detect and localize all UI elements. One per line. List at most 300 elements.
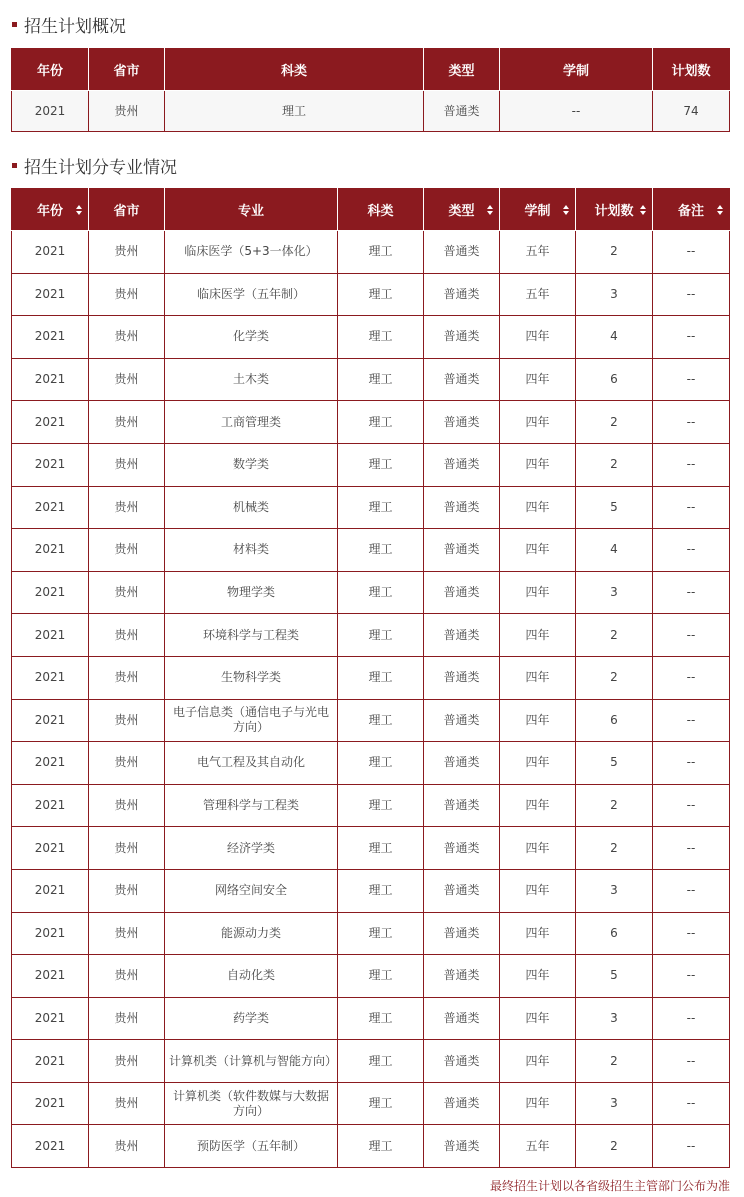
table-cell (424, 869, 500, 912)
table-cell (338, 401, 424, 444)
table-row (12, 401, 730, 444)
table-cell-text: 2021 (34, 798, 66, 813)
sort-icon[interactable] (640, 205, 646, 215)
sort-icon[interactable] (717, 205, 723, 215)
table-cell (89, 1082, 165, 1125)
table-cell-text: 2021 (34, 755, 66, 770)
table-cell-text: 物理学类 (226, 585, 275, 600)
table-cell-text: 2021 (34, 542, 66, 557)
table-cell (165, 614, 338, 657)
table-cell-text: 普通类 (443, 372, 480, 387)
table-row (12, 656, 730, 699)
table-cell-text: 贵州 (114, 755, 139, 770)
table-cell-text: 理工 (368, 542, 393, 557)
table-cell (338, 231, 424, 274)
table-cell-text: 四年 (525, 1010, 550, 1025)
table-cell-text: 普通类 (443, 798, 480, 813)
table-cell-text: 自动化类 (226, 968, 275, 983)
table-cell-text: 4 (610, 329, 618, 344)
table-cell (576, 912, 653, 955)
table-cell-text: 预防医学（五年制） (196, 1138, 305, 1153)
table-row (12, 273, 730, 316)
table-cell (12, 486, 89, 529)
table-cell-text: 理工 (368, 286, 393, 301)
table-cell-text: 土木类 (232, 372, 269, 387)
table-cell (424, 273, 500, 316)
detail-header-row (12, 189, 730, 231)
table-cell (338, 358, 424, 401)
table-cell (89, 571, 165, 614)
table-cell-text: 2021 (34, 883, 66, 898)
detail-header-cell-text: 类型 (448, 204, 475, 219)
table-cell-text: -- (686, 457, 696, 472)
table-cell-text: 贵州 (114, 925, 139, 940)
table-cell (500, 443, 576, 486)
table-cell (424, 401, 500, 444)
table-row (12, 614, 730, 657)
table-cell-text: 四年 (525, 968, 550, 983)
overview-header-cell-text: 省市 (113, 64, 140, 79)
overview-header-cell (89, 49, 165, 91)
table-cell (165, 1125, 338, 1168)
table-cell (576, 231, 653, 274)
table-cell (12, 997, 89, 1040)
overview-cell-text: 2021 (34, 103, 66, 118)
table-cell-text: 2021 (34, 1138, 66, 1153)
detail-section-title (12, 153, 177, 177)
table-cell (12, 231, 89, 274)
table-cell (89, 955, 165, 998)
table-cell (424, 443, 500, 486)
table-cell (576, 529, 653, 572)
table-cell (12, 912, 89, 955)
table-cell-text: 生物科学类 (220, 670, 281, 685)
table-cell (165, 827, 338, 870)
table-cell (165, 571, 338, 614)
table-cell (500, 486, 576, 529)
overview-section-title (12, 12, 126, 36)
table-cell (12, 869, 89, 912)
table-row (12, 316, 730, 359)
table-cell (576, 401, 653, 444)
table-cell-text: 工商管理类 (220, 414, 281, 429)
table-cell (576, 316, 653, 359)
table-cell (424, 316, 500, 359)
table-cell (89, 358, 165, 401)
table-cell (500, 1125, 576, 1168)
table-cell (165, 869, 338, 912)
table-row (12, 912, 730, 955)
table-cell (12, 529, 89, 572)
table-cell-text: 贵州 (114, 585, 139, 600)
table-cell-text: 2021 (34, 372, 66, 387)
detail-header-cell-text: 省市 (113, 204, 140, 219)
table-cell (653, 1082, 730, 1125)
table-cell-text: 2 (610, 1053, 618, 1068)
table-cell-text: 贵州 (114, 1096, 139, 1111)
table-cell-text: 四年 (525, 372, 550, 387)
table-cell (165, 529, 338, 572)
table-cell-text: 理工 (368, 627, 393, 642)
table-cell (89, 784, 165, 827)
table-cell-text: 理工 (368, 372, 393, 387)
sort-down-icon (487, 211, 493, 215)
table-cell (424, 912, 500, 955)
table-cell (338, 1082, 424, 1125)
table-row (12, 742, 730, 785)
table-cell-text: 贵州 (114, 372, 139, 387)
table-cell-text: 理工 (368, 1010, 393, 1025)
table-cell (424, 1125, 500, 1168)
table-cell-text: 四年 (525, 670, 550, 685)
table-cell (89, 869, 165, 912)
table-cell-text: 2021 (34, 329, 66, 344)
table-cell-text: 数学类 (232, 457, 269, 472)
overview-header-cell (424, 49, 500, 91)
table-cell (165, 486, 338, 529)
table-cell-text: 2021 (34, 1053, 66, 1068)
overview-cell-text: 理工 (281, 103, 306, 118)
table-cell (424, 529, 500, 572)
table-cell (338, 1125, 424, 1168)
table-cell-text: 2021 (34, 712, 66, 727)
overview-header-cell (653, 49, 730, 91)
table-cell-text: 贵州 (114, 244, 139, 259)
detail-header-cell-text: 计划数 (594, 204, 634, 219)
table-cell-text: -- (686, 627, 696, 642)
table-cell (338, 529, 424, 572)
overview-table (11, 48, 730, 132)
table-cell (576, 273, 653, 316)
table-cell-text: 临床医学（5+3一体化） (184, 244, 318, 259)
table-cell-text: 6 (610, 712, 618, 727)
detail-header-cell[interactable] (576, 189, 653, 231)
table-cell-text: -- (686, 798, 696, 813)
table-cell (338, 912, 424, 955)
overview-cell (653, 91, 730, 132)
table-cell (165, 273, 338, 316)
table-cell-text: 贵州 (114, 670, 139, 685)
table-cell-text: 2 (610, 244, 618, 259)
sort-up-icon (76, 205, 82, 209)
sort-icon[interactable] (487, 205, 493, 215)
table-cell-text: 2021 (34, 585, 66, 600)
sort-up-icon (487, 205, 493, 209)
table-cell (338, 827, 424, 870)
table-cell (500, 742, 576, 785)
detail-header-cell[interactable] (500, 189, 576, 231)
table-cell-text: 临床医学（五年制） (196, 286, 305, 301)
table-cell-text: 四年 (525, 585, 550, 600)
table-cell (165, 955, 338, 998)
table-cell (653, 529, 730, 572)
table-cell (653, 316, 730, 359)
table-cell (500, 231, 576, 274)
sort-down-icon (76, 211, 82, 215)
table-cell (165, 784, 338, 827)
table-cell-text: 电气工程及其自动化 (196, 755, 305, 770)
table-cell-text: 2021 (34, 670, 66, 685)
title-bullet (12, 22, 17, 27)
table-cell-text: 普通类 (443, 244, 480, 259)
table-cell-text: 普通类 (443, 883, 480, 898)
footnote: 最终招生计划以各省级招生主管部门公布为准 (489, 1179, 730, 1193)
overview-cell-text: 74 (683, 103, 699, 118)
table-cell (576, 699, 653, 742)
table-cell-text: -- (686, 1010, 696, 1025)
table-cell-text: 贵州 (114, 499, 139, 514)
table-cell (338, 997, 424, 1040)
table-cell (12, 742, 89, 785)
table-cell-text: 理工 (368, 414, 393, 429)
table-cell-text: 五年 (525, 286, 550, 301)
overview-cell (89, 91, 165, 132)
table-cell (338, 742, 424, 785)
table-cell-text: 药学类 (232, 1010, 269, 1025)
table-cell-text: 四年 (525, 329, 550, 344)
table-cell-text: 3 (610, 1096, 618, 1111)
table-cell-text: 计算机类（软件数媒与大数据方向） (172, 1088, 329, 1118)
table-cell-text: -- (686, 414, 696, 429)
overview-header-cell (500, 49, 653, 91)
overview-cell-text: -- (571, 103, 581, 118)
table-cell (576, 1125, 653, 1168)
table-cell (500, 656, 576, 699)
table-cell-text: 四年 (525, 883, 550, 898)
table-cell-text: 2021 (34, 1010, 66, 1025)
table-cell-text: 2 (610, 670, 618, 685)
table-cell (165, 316, 338, 359)
table-cell (576, 827, 653, 870)
table-cell-text: 理工 (368, 585, 393, 600)
table-cell (424, 358, 500, 401)
table-cell-text: 普通类 (443, 925, 480, 940)
table-cell (338, 571, 424, 614)
sort-icon[interactable] (76, 205, 82, 215)
table-cell (12, 656, 89, 699)
table-cell (12, 699, 89, 742)
table-cell-text: 四年 (525, 755, 550, 770)
table-cell (424, 486, 500, 529)
table-cell-text: -- (686, 1138, 696, 1153)
table-cell (500, 571, 576, 614)
table-row (12, 869, 730, 912)
table-cell-text: 理工 (368, 499, 393, 514)
overview-header-cell-text: 年份 (36, 64, 63, 79)
table-cell-text: -- (686, 286, 696, 301)
table-cell (653, 869, 730, 912)
table-row (12, 784, 730, 827)
table-cell-text: 理工 (368, 457, 393, 472)
table-cell (165, 1040, 338, 1083)
table-cell-text: 普通类 (443, 329, 480, 344)
table-row (12, 955, 730, 998)
table-cell (338, 316, 424, 359)
table-cell (653, 231, 730, 274)
table-cell-text: 四年 (525, 1096, 550, 1111)
table-row (12, 699, 730, 742)
table-cell (165, 231, 338, 274)
table-row (12, 1040, 730, 1083)
table-cell-text: -- (686, 244, 696, 259)
table-cell-text: -- (686, 968, 696, 983)
table-cell-text: 理工 (368, 670, 393, 685)
table-cell (500, 529, 576, 572)
table-cell (576, 869, 653, 912)
detail-header-cell[interactable] (424, 189, 500, 231)
table-cell (500, 997, 576, 1040)
table-cell (424, 1040, 500, 1083)
detail-header-cell[interactable] (12, 189, 89, 231)
table-cell (338, 614, 424, 657)
table-cell-text: 2021 (34, 968, 66, 983)
table-cell-text: 普通类 (443, 670, 480, 685)
overview-cell-text: 普通类 (443, 103, 480, 118)
table-cell-text: -- (686, 883, 696, 898)
table-cell-text: 贵州 (114, 414, 139, 429)
table-cell (338, 869, 424, 912)
table-cell-text: 理工 (368, 329, 393, 344)
table-cell (424, 827, 500, 870)
table-cell-text: 普通类 (443, 1053, 480, 1068)
table-cell (165, 443, 338, 486)
table-cell (12, 1040, 89, 1083)
table-cell-text: 5 (610, 968, 618, 983)
detail-header-cell-text: 备注 (677, 204, 704, 219)
table-cell-text: 四年 (525, 840, 550, 855)
table-cell (576, 571, 653, 614)
table-cell-text: 普通类 (443, 712, 480, 727)
table-cell (576, 656, 653, 699)
table-cell (653, 401, 730, 444)
table-cell-text: 理工 (368, 712, 393, 727)
detail-header-cell-text: 科类 (367, 204, 394, 219)
table-cell (89, 614, 165, 657)
table-cell-text: 四年 (525, 414, 550, 429)
table-cell (424, 955, 500, 998)
table-cell-text: 能源动力类 (220, 925, 281, 940)
table-cell (338, 486, 424, 529)
sort-up-icon (717, 205, 723, 209)
table-cell-text: 贵州 (114, 457, 139, 472)
table-cell-text: 材料类 (232, 542, 269, 557)
table-cell-text: 2 (610, 627, 618, 642)
detail-header-cell[interactable] (653, 189, 730, 231)
table-cell (424, 571, 500, 614)
table-cell-text: -- (686, 925, 696, 940)
table-cell-text: 理工 (368, 1138, 393, 1153)
table-cell-text: -- (686, 840, 696, 855)
table-cell (12, 443, 89, 486)
table-cell (500, 401, 576, 444)
sort-down-icon (717, 211, 723, 215)
table-cell (338, 273, 424, 316)
table-cell-text: 普通类 (443, 542, 480, 557)
table-row (12, 443, 730, 486)
table-cell-text: 四年 (525, 712, 550, 727)
table-cell-text: 2 (610, 798, 618, 813)
table-cell-text: 理工 (368, 1096, 393, 1111)
table-cell-text: 2021 (34, 414, 66, 429)
table-cell-text: -- (686, 372, 696, 387)
detail-header-cell-text: 学制 (524, 204, 551, 219)
overview-header-cell (12, 49, 89, 91)
table-cell (89, 1040, 165, 1083)
table-cell (500, 699, 576, 742)
overview-header-cell-text: 学制 (562, 64, 589, 79)
table-cell (12, 358, 89, 401)
table-cell (89, 273, 165, 316)
table-cell-text: 6 (610, 372, 618, 387)
table-cell-text: 普通类 (443, 1138, 480, 1153)
table-cell (424, 784, 500, 827)
table-cell-text: 四年 (525, 542, 550, 557)
table-cell (576, 486, 653, 529)
table-cell (89, 316, 165, 359)
table-cell-text: 管理科学与工程类 (202, 798, 299, 813)
table-cell-text: 4 (610, 542, 618, 557)
table-cell-text: 普通类 (443, 414, 480, 429)
overview-header-cell-text: 科类 (280, 64, 307, 79)
table-cell-text: 理工 (368, 798, 393, 813)
table-cell-text: -- (686, 670, 696, 685)
table-cell-text: 2021 (34, 286, 66, 301)
table-cell-text: -- (686, 1096, 696, 1111)
table-cell-text: 普通类 (443, 840, 480, 855)
detail-header-cell (165, 189, 338, 231)
sort-icon[interactable] (563, 205, 569, 215)
table-cell (89, 997, 165, 1040)
table-cell-text: 贵州 (114, 798, 139, 813)
table-cell-text: 理工 (368, 925, 393, 940)
table-cell-text: 普通类 (443, 968, 480, 983)
table-cell-text: 贵州 (114, 968, 139, 983)
table-cell-text: 普通类 (443, 457, 480, 472)
table-cell-text: 5 (610, 755, 618, 770)
table-cell-text: 贵州 (114, 1138, 139, 1153)
table-cell (89, 231, 165, 274)
table-cell (338, 656, 424, 699)
table-cell-text: 2 (610, 414, 618, 429)
table-cell-text: 五年 (525, 244, 550, 259)
table-cell-text: 理工 (368, 244, 393, 259)
overview-header-cell-text: 计划数 (671, 64, 711, 79)
table-cell (424, 614, 500, 657)
table-cell (89, 656, 165, 699)
table-cell (500, 1082, 576, 1125)
table-cell-text: 四年 (525, 925, 550, 940)
table-cell (424, 231, 500, 274)
detail-table (11, 188, 730, 1168)
table-cell-text: 6 (610, 925, 618, 940)
table-cell-text: 化学类 (232, 329, 269, 344)
table-cell-text: 四年 (525, 499, 550, 514)
table-cell-text: 3 (610, 286, 618, 301)
table-cell (653, 358, 730, 401)
table-cell (89, 699, 165, 742)
overview-header-cell-text: 类型 (448, 64, 475, 79)
table-cell (89, 827, 165, 870)
table-cell (576, 1040, 653, 1083)
table-cell-text: 普通类 (443, 1010, 480, 1025)
table-cell-text: -- (686, 1053, 696, 1068)
table-cell (653, 955, 730, 998)
table-cell-text: 2021 (34, 925, 66, 940)
detail-header-cell (89, 189, 165, 231)
table-cell (424, 997, 500, 1040)
table-cell-text: 贵州 (114, 1053, 139, 1068)
table-cell-text: -- (686, 329, 696, 344)
